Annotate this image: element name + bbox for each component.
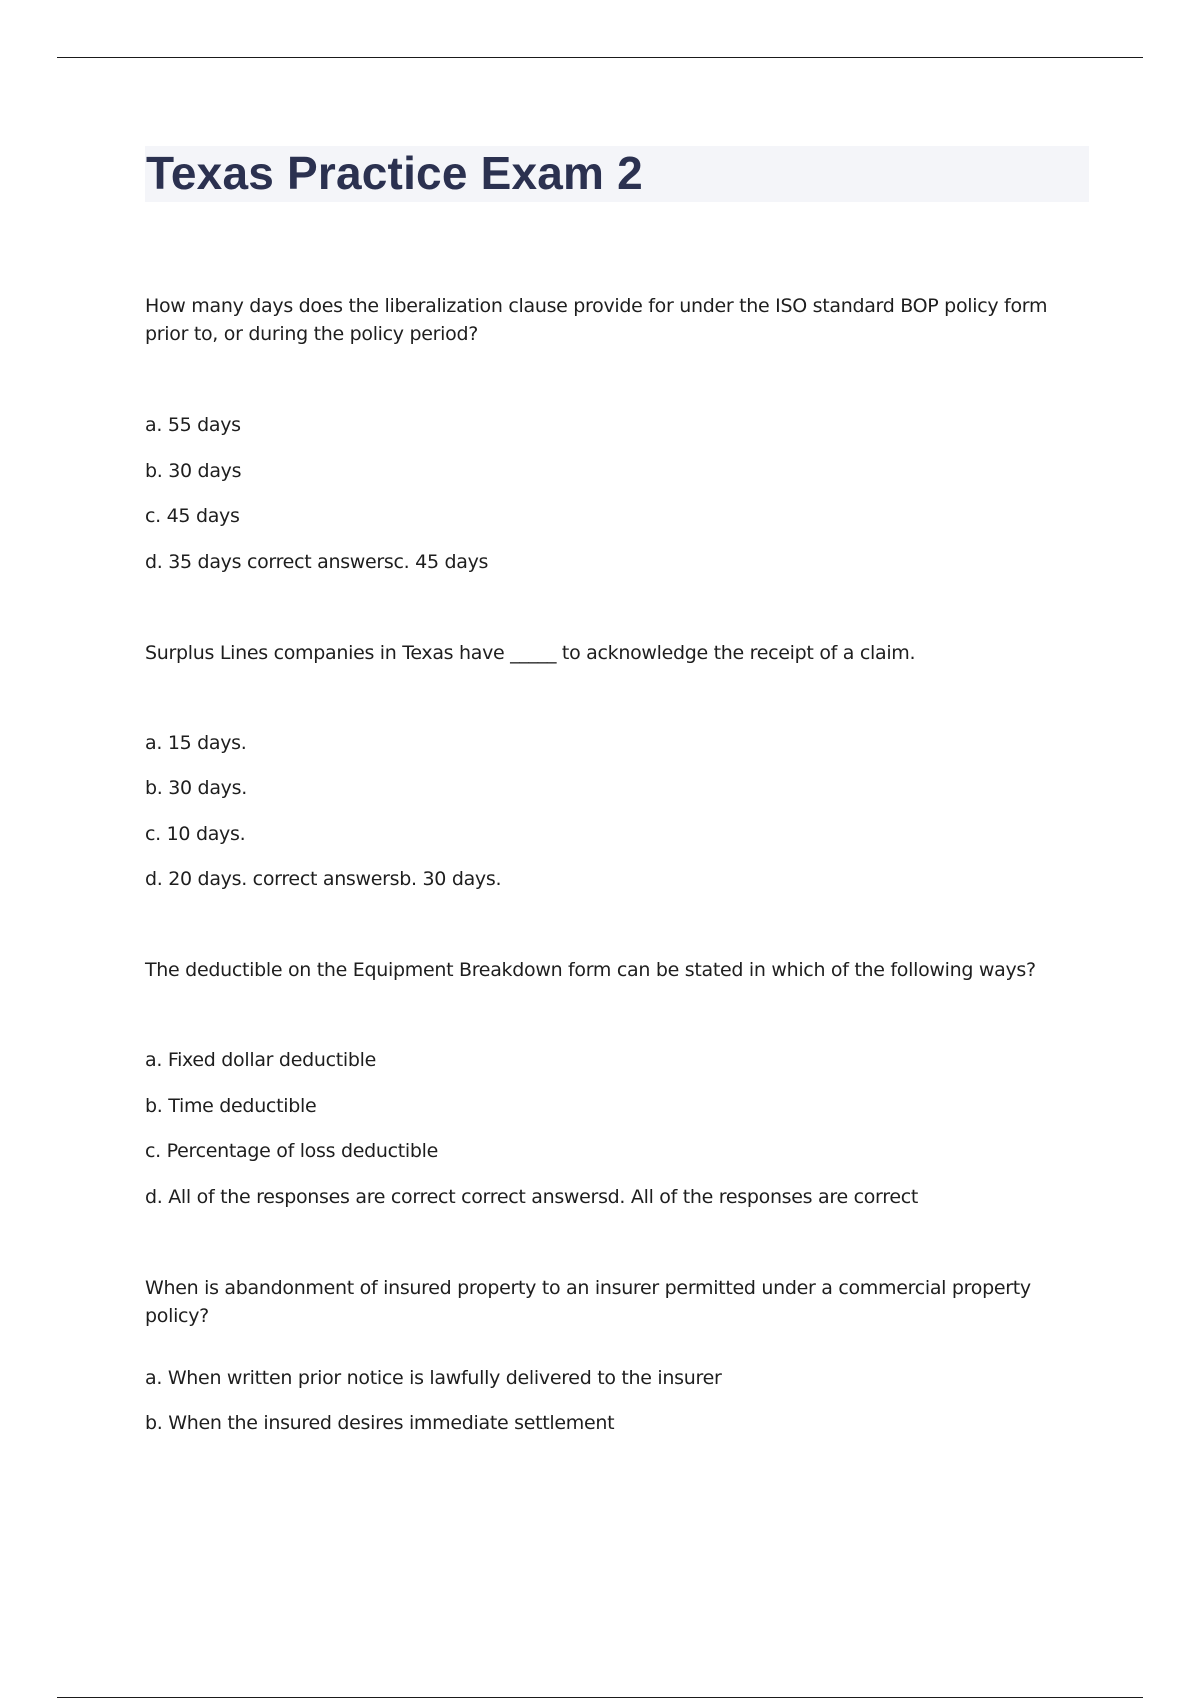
question-4-option-a: a. When written prior notice is lawfully delivered to the insurer (145, 1367, 722, 1389)
question-2-option-d: d. 20 days. correct answersb. 30 days. (145, 868, 502, 890)
question-2-option-a: a. 15 days. (145, 732, 247, 754)
question-2-option-c: c. 10 days. (145, 823, 246, 845)
header-rule (57, 57, 1143, 58)
footer-rule (57, 1697, 1143, 1698)
question-1-option-a: a. 55 days (145, 414, 241, 436)
question-2-text: Surplus Lines companies in Texas have _____ to acknowledge the receipt of a claim. (145, 642, 916, 664)
question-3-option-b: b. Time deductible (145, 1095, 317, 1117)
page-title: Texas Practice Exam 2 (146, 147, 643, 199)
question-1-option-c: c. 45 days (145, 505, 240, 527)
question-3-option-d: d. All of the responses are correct correct answersd. All of the responses are correct (145, 1186, 919, 1208)
question-4-text: When is abandonment of insured property to an insurer permitted under a commercial property policy? (145, 1277, 1031, 1327)
question-4-option-b: b. When the insured desires immediate settlement (145, 1412, 615, 1434)
question-1-option-d: d. 35 days correct answersc. 45 days (145, 551, 489, 573)
question-3-option-a: a. Fixed dollar deductible (145, 1049, 376, 1071)
question-1-option-b: b. 30 days (145, 460, 242, 482)
question-3-option-c: c. Percentage of loss deductible (145, 1140, 438, 1162)
question-3-text: The deductible on the Equipment Breakdown form can be stated in which of the following ways? (145, 959, 1036, 981)
question-1-text: How many days does the liberalization clause provide for under the ISO standard BOP policy form prior to, or during the policy period? (145, 295, 1048, 345)
question-2-option-b: b. 30 days. (145, 777, 247, 799)
